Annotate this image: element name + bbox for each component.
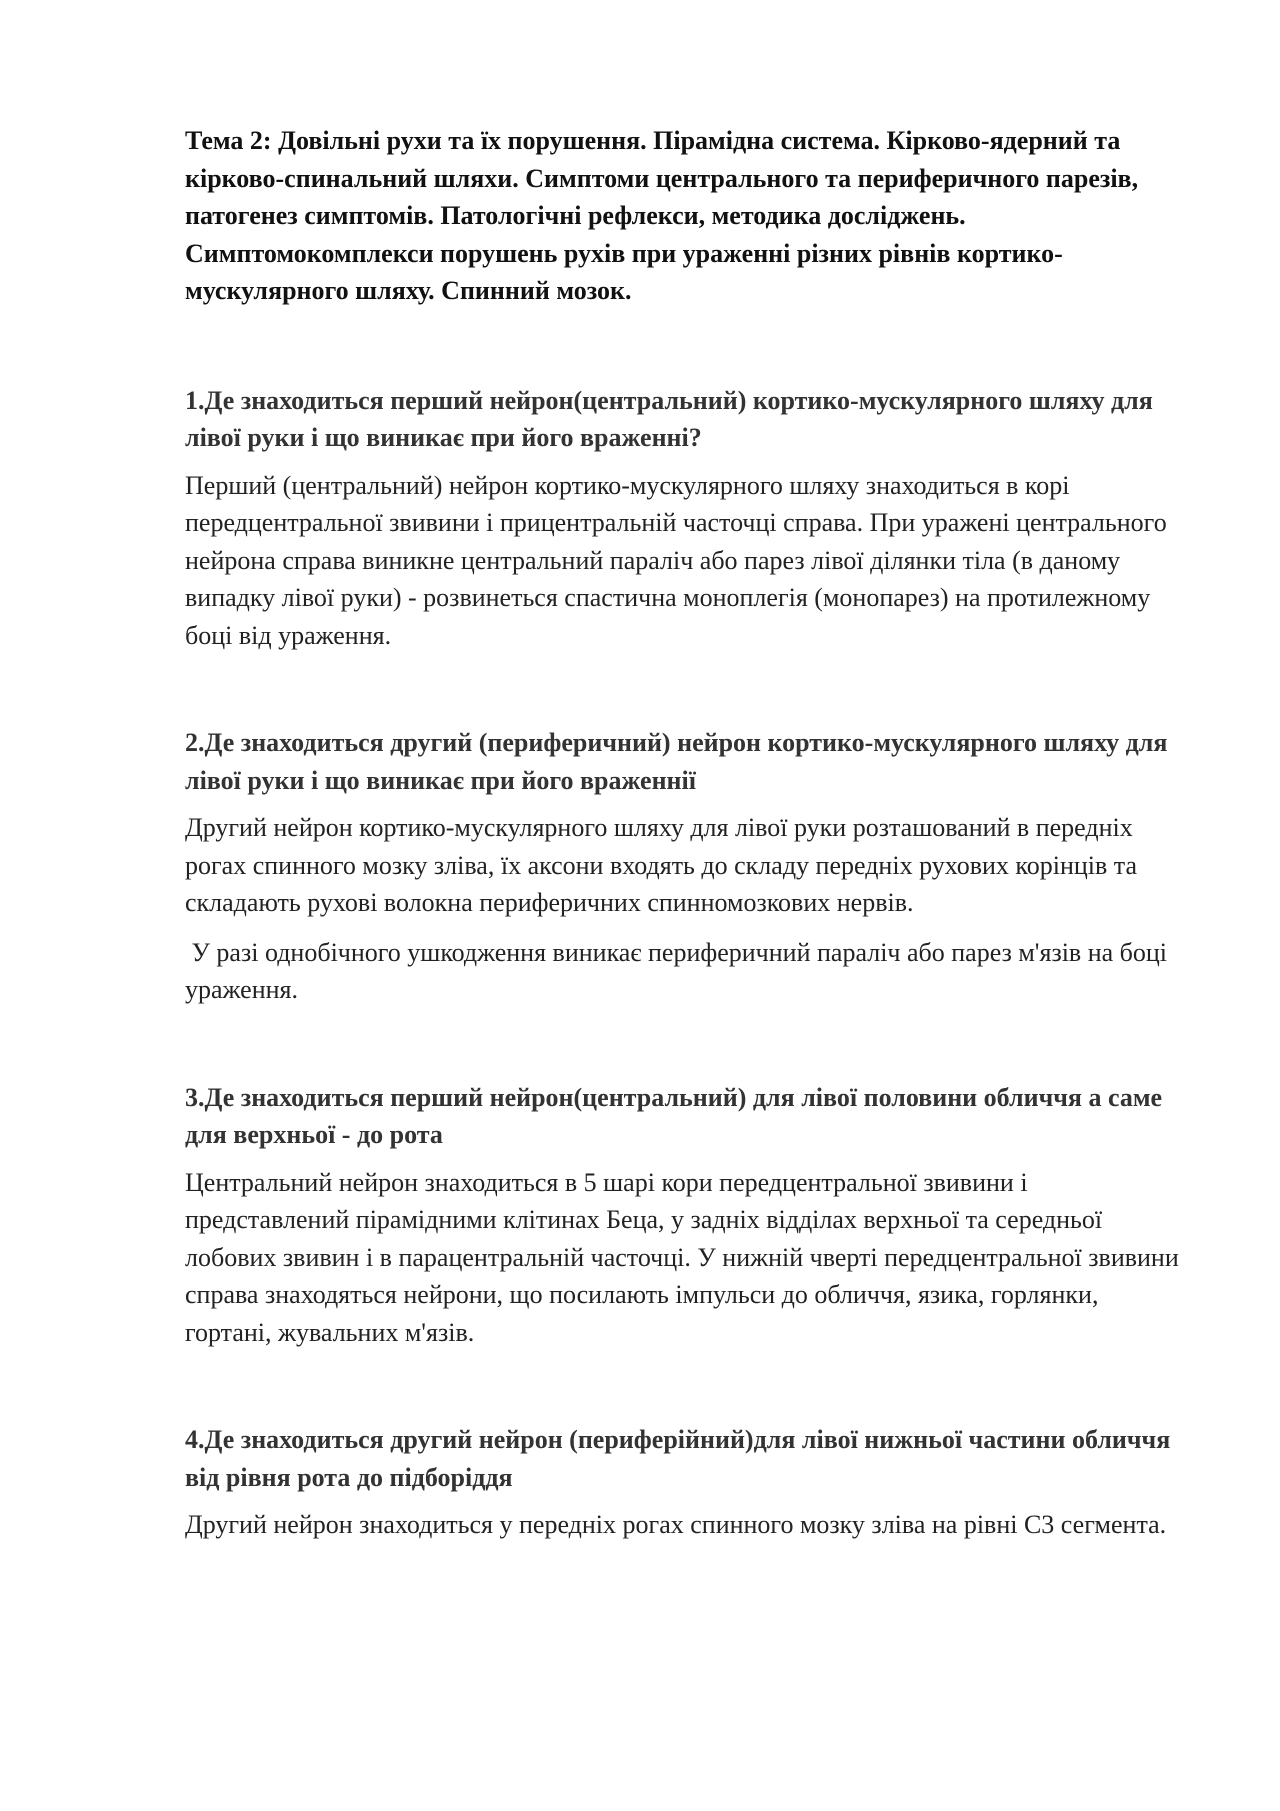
question-1: 1.Де знаходиться перший нейрон(центральний) кортико-мускулярного шляху для лівої руки і що виникає при його враженні?: [185, 385, 1153, 452]
qa-section-4: [185, 1421, 1185, 1544]
answer-2-paragraph-1: Другий нейрон кортико-мускулярного шляху для лівої руки розташований в передніх рогах спинного мозку зліва, їх аксони входять до складу передніх рухових корінців та складають рухові волокна периферичних спинномозкових нервів.: [185, 813, 1144, 917]
document-title: Тема 2: Довільні рухи та їх порушення. Пірамідна система. Кірково-ядерний та кірково-спинальний шляхи. Симптоми центрального та периферичного парезів, патогенез симптомів. Патологічні рефлекси, методика досліджень. Симптомокомплекси порушень рухів при ураженні різних рівнів кортико-мускулярного шляху. Спинний мозок.: [185, 126, 1139, 305]
answer-1-paragraph-1: Перший (центральний) нейрон кортико-мускулярного шляху знаходиться в корі передцентральної звивини і прицентральній часточці справа. При уражені центрального нейрона справа виникне центральний параліч або парез лівої ділянки тіла (в даному випадку лівої руки) - розвинеться спастична моноплегія (монопарез) на протилежному боці від ураження.: [185, 470, 1174, 650]
answer-2-paragraph-2: У разі однобічного ушкодження виникає периферичний параліч або парез м'язів на боці ураження.: [185, 937, 1174, 1004]
qa-section-1: [185, 382, 1185, 655]
document-content: [185, 122, 1185, 1544]
question-3: 3.Де знаходиться перший нейрон(центральний) для лівої половини обличчя а саме для верхньої - до рота: [185, 1082, 1163, 1149]
answer-4-paragraph-1: Другий нейрон знаходиться у передніх рогах спинного мозку зліва на рівні С3 сегмента.: [185, 1510, 1167, 1539]
question-4: 4.Де знаходиться другий нейрон (периферійний)для лівої нижньої частини обличчя від рівня рота до підборіддя: [185, 1425, 1171, 1492]
question-2: 2.Де знаходиться другий (периферичний) нейрон кортико-мускулярного шляху для лівої руки і що виникає при його враженнії: [185, 728, 1168, 795]
answer-3-paragraph-1: Центральний нейрон знаходиться в 5 шарі кори передцентральної звивини і представлений пірамідними клітинах Беца, у задніх відділах верхньої та середньої лобових звивин і в парацентральній часточці. У нижній чверті передцентральної звивини справа знаходяться нейрони, що посилають імпульси до обличчя, язика, горлянки, гортані, жувальних м'язів.: [185, 1167, 1186, 1347]
qa-section-3: [185, 1079, 1185, 1352]
qa-section-2: [185, 724, 1185, 1009]
